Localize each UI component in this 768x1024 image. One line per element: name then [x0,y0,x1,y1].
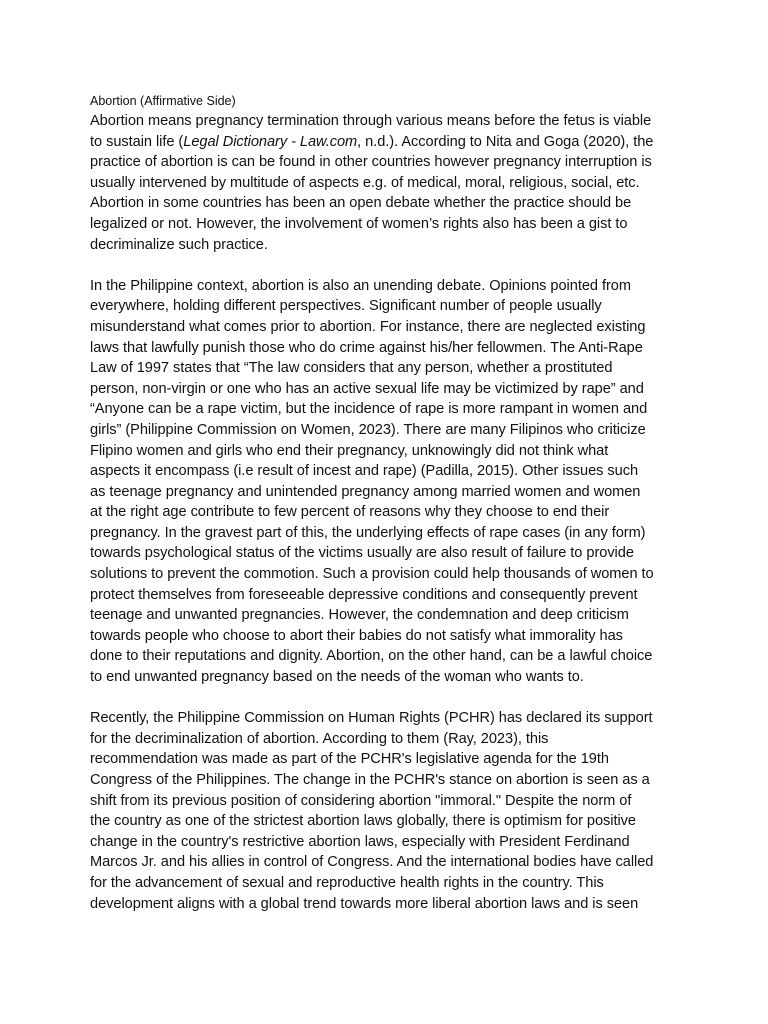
paragraph-line [90,132,690,153]
paragraph-line: Abortion in some countries has been an open debate whether the practice should be [90,195,632,212]
paragraph-line: for the decriminalization of abortion. According to them (Ray, 2023), this [90,730,549,747]
text-run: to sustain life ( [90,133,184,150]
paragraph-line: person, non-virgin or one who has an active sexual life may be victimized by rape” and [90,380,644,397]
paragraph-line: development aligns with a global trend towards more liberal abortion laws and is seen [90,895,639,912]
paragraph-line: usually intervened by multitude of aspects e.g. of medical, moral, religious, social, etc. [90,174,640,191]
text-run: , n.d.). According to Nita and Goga (2020), the [357,133,654,150]
paragraph-line: Abortion means pregnancy termination through various means before the fetus is viable [90,113,652,129]
paragraph-line: to end unwanted pregnancy based on the needs of the woman who wants to. [90,669,584,686]
paragraph-line: teenage and unwanted pregnancies. However, the condemnation and deep criticism [90,607,629,624]
paragraph-2 [90,276,690,688]
paragraph-1 [90,111,690,255]
paragraph-line: pregnancy. In the gravest part of this, the underlying effects of rape cases (in any form) [90,524,646,541]
paragraph-line: practice of abortion is can be found in other countries however pregnancy interruption is [90,154,652,171]
document-heading: Abortion (Affirmative Side) [90,94,236,108]
paragraph-line: Marcos Jr. and his allies in control of Congress. And the international bodies have called [90,854,654,871]
document-page [90,92,690,935]
paragraph-line: recommendation was made as part of the PCHR's legislative agenda for the 19th [90,751,609,768]
paragraph-line: everywhere, holding different perspectives. Significant number of people usually [90,298,602,315]
paragraph-line: solutions to prevent the commotion. Such a provision could help thousands of women to [90,566,654,583]
paragraph-line: as teenage pregnancy and unintended pregnancy among married women and women [90,483,641,500]
paragraph-line: decriminalize such practice. [90,236,268,253]
paragraph-line: protect themselves from foreseeable depressive conditions and consequently prevent [90,586,638,603]
paragraph-line: towards psychological status of the victims usually are also result of failure to provide [90,545,634,562]
paragraph-line: done to their reputations and dignity. Abortion, on the other hand, can be a lawful choice [90,648,653,665]
paragraph-line: aspects it encompass (i.e result of incest and rape) (Padilla, 2015). Other issues such [90,463,639,480]
paragraph-line: the country as one of the strictest abortion laws globally, there is optimism for positive [90,813,636,830]
paragraph-line: shift from its previous position of considering abortion "immoral." Despite the norm of [90,792,632,809]
paragraph-line: laws that lawfully punish those who do crime against his/her fellowmen. The Anti-Rape [90,339,643,356]
paragraph-line: Congress of the Philippines. The change in the PCHR's stance on abortion is seen as a [90,772,650,788]
citation-italic: Legal Dictionary - Law.com [183,133,358,150]
paragraph-line: towards people who choose to abort their babies do not satisfy what immorality has [90,627,623,644]
paragraph-line: at the right age contribute to few percent of reasons why they choose to end their [90,504,610,521]
paragraph-line: Flipino women and girls who end their pregnancy, unknowingly did not think what [90,442,609,459]
paragraph-line: legalized or not. However, the involvement of women’s rights also has been a gist to [90,215,628,232]
paragraph-line: “Anyone can be a rape victim, but the incidence of rape is more rampant in women and [90,401,648,418]
paragraph-line: Recently, the Philippine Commission on Human Rights (PCHR) has declared its support [90,710,653,727]
paragraph-line: Law of 1997 states that “The law considers that any person, whether a prostituted [90,360,613,377]
paragraph-line: misunderstand what comes prior to abortion. For instance, there are neglected existing [90,318,646,335]
paragraph-line: In the Philippine context, abortion is also an unending debate. Opinions pointed from [90,277,631,294]
paragraph-line: for the advancement of sexual and reproductive health rights in the country. This [90,874,604,891]
paragraph-line: girls” (Philippine Commission on Women, 2023). There are many Filipinos who criticize [90,421,646,438]
paragraph-3 [90,708,690,914]
paragraph-line: change in the country's restrictive abortion laws, especially with President Ferdinand [90,833,630,850]
